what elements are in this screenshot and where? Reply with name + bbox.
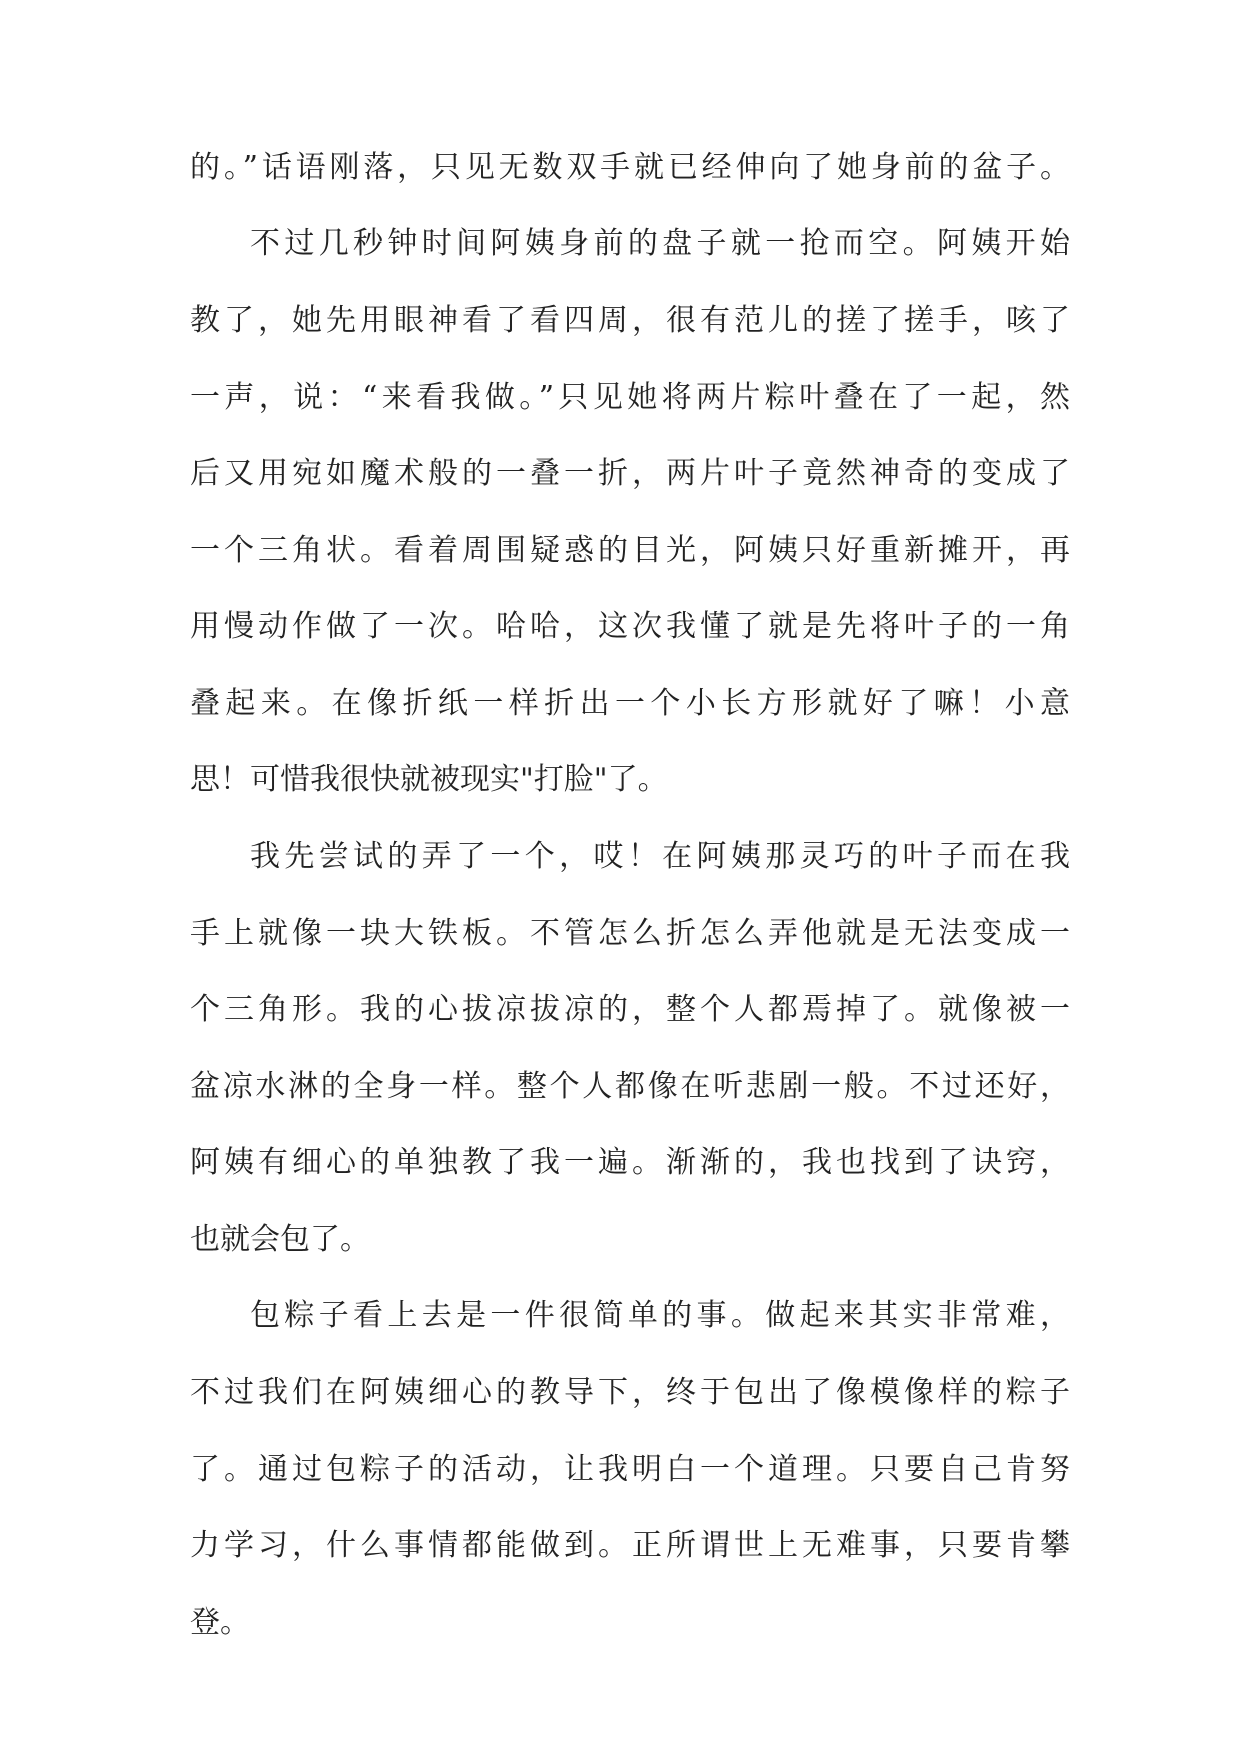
text-line-11: 手上就像一块大铁板。不管怎么折怎么弄他就是无法变成一 [190, 916, 1070, 951]
text-line-8: 叠起来。在像折纸一样折出一个小长方形就好了嘛！小意 [190, 686, 1070, 721]
text-line-2: 不过几秒钟时间阿姨身前的盘子就一抢而空。阿姨开始 [250, 226, 1070, 261]
text-line-4: 一声，说：“来看我做。”只见她将两片粽叶叠在了一起，然 [190, 380, 1070, 415]
text-line-5: 后又用宛如魔术般的一叠一折，两片叶子竟然神奇的变成了 [190, 456, 1070, 491]
text-line-14: 阿姨有细心的单独教了我一遍。渐渐的，我也找到了诀窍， [190, 1145, 1070, 1180]
text-line-13: 盆凉水淋的全身一样。整个人都像在听悲剧一般。不过还好， [190, 1069, 1070, 1104]
text-line-10: 我先尝试的弄了一个，哎！在阿姨那灵巧的叶子而在我 [250, 839, 1070, 874]
text-line-12: 个三角形。我的心拔凉拔凉的，整个人都焉掉了。就像被一 [190, 992, 1070, 1027]
text-line-20: 登。 [190, 1605, 250, 1640]
text-line-9: 思！可惜我很快就被现实"打脸"了。 [190, 762, 668, 797]
text-line-17: 不过我们在阿姨细心的教导下，终于包出了像模像样的粽子 [190, 1375, 1070, 1410]
text-line-15: 也就会包了。 [190, 1222, 370, 1257]
text-line-7: 用慢动作做了一次。哈哈，这次我懂了就是先将叶子的一角 [190, 609, 1070, 644]
text-line-18: 了。通过包粽子的活动，让我明白一个道理。只要自己肯努 [190, 1452, 1070, 1487]
text-line-6: 一个三角状。看着周围疑惑的目光，阿姨只好重新摊开，再 [190, 533, 1070, 568]
text-line-1: 的。”话语刚落，只见无数双手就已经伸向了她身前的盆子。 [190, 150, 1070, 185]
text-line-3: 教了，她先用眼神看了看四周，很有范儿的搓了搓手，咳了 [190, 303, 1070, 338]
text-line-19: 力学习，什么事情都能做到。正所谓世上无难事，只要肯攀 [190, 1528, 1070, 1563]
text-line-16: 包粽子看上去是一件很简单的事。做起来其实非常难， [250, 1298, 1070, 1333]
